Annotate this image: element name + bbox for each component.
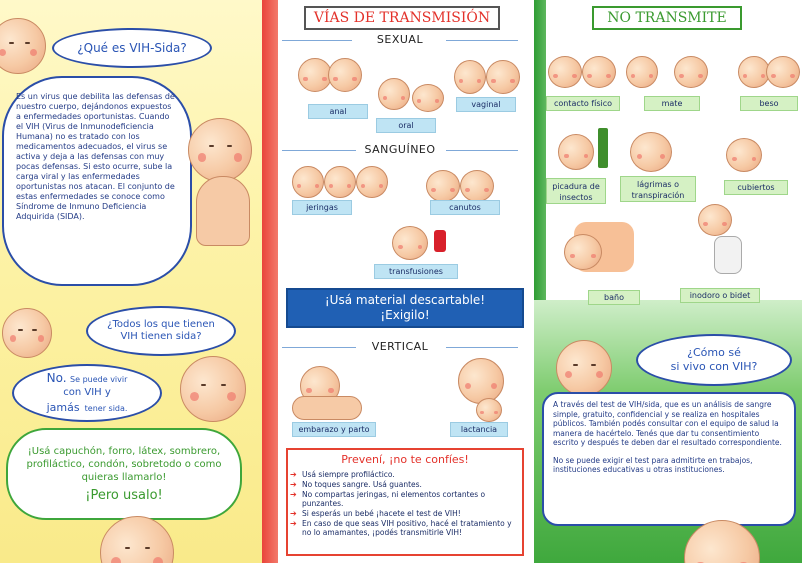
no-transmit-title-text: NO TRANSMITE — [607, 10, 727, 26]
tag-oral: oral — [376, 118, 436, 133]
section-vertical: VERTICAL — [371, 340, 429, 353]
baby-face-icon — [564, 234, 602, 270]
baby-face-icon — [356, 166, 388, 198]
baby-face-icon — [378, 78, 410, 110]
baby-face-icon — [298, 58, 332, 92]
divider — [282, 40, 352, 41]
baby-face-icon — [100, 516, 174, 563]
condom-bubble — [6, 428, 242, 520]
cta-line1: ¡Usá material descartable! — [324, 293, 486, 307]
section-sexual: SEXUAL — [376, 33, 424, 46]
toilet-icon — [714, 236, 742, 274]
baby-face-icon — [180, 356, 246, 422]
prevention-box — [286, 448, 524, 556]
bubble-question-text: ¿Todos los que tienen VIH tienen sida? — [107, 319, 215, 342]
baby-face-icon — [324, 166, 356, 198]
divider — [446, 40, 518, 41]
prevention-item: ➔ No compartas jeringas, ni elementos cortantes o punzantes. — [288, 490, 522, 508]
baby-face-icon — [328, 58, 362, 92]
definition-bubble — [2, 76, 192, 286]
baby-face-icon — [486, 60, 520, 94]
tag-anal: anal — [308, 104, 368, 119]
answer-line1: Se puede vivir — [70, 374, 128, 384]
baby-face-icon — [292, 166, 324, 198]
divider — [282, 150, 356, 151]
tag-canutos: canutos — [430, 200, 500, 215]
bubble-question — [86, 306, 236, 356]
baby-face-icon — [626, 56, 658, 88]
baby-face-icon — [460, 170, 494, 202]
baby-face-icon — [766, 56, 800, 88]
middle-panel — [262, 0, 534, 563]
swatter-icon — [598, 128, 608, 168]
baby-face-icon — [454, 60, 486, 94]
test-info-box — [542, 392, 796, 526]
baby-face-icon — [630, 132, 672, 172]
baby-face-icon — [188, 118, 252, 182]
tag-picadura-text: picadura de insectos — [552, 182, 600, 202]
divider — [446, 150, 518, 151]
tag-beso: beso — [740, 96, 798, 111]
divider — [446, 347, 518, 348]
prevention-item: ➔ Si esperás un bebé ¡hacete el test de VIH! — [288, 509, 522, 518]
baby-face-icon — [726, 138, 762, 172]
baby-face-icon — [476, 398, 502, 422]
tag-picadura — [546, 178, 606, 204]
tag-jeringas: jeringas — [292, 200, 352, 215]
baby-body-icon — [292, 396, 362, 420]
tag-inodoro: inodoro o bidet — [680, 288, 760, 303]
condom-cta: ¡Pero usalo! — [85, 488, 163, 503]
baby-face-icon — [392, 226, 428, 260]
tag-lagrimas — [620, 176, 696, 202]
condom-text: ¡Usá capuchón, forro, látex, sombrero, profiláctico, condón, sobretodo o como quieras llamarlo! — [26, 446, 222, 483]
bubble-how-line2: si vivo con VIH? — [670, 360, 758, 373]
baby-face-icon — [0, 18, 46, 74]
section-sanguineo: SANGUÍNEO — [364, 143, 436, 156]
transmission-title-text: VÍAS DE TRANSMISIÓN — [313, 10, 491, 26]
divider — [282, 347, 356, 348]
baby-face-icon — [2, 308, 52, 358]
bubble-how-line1: ¿Cómo sé — [687, 346, 741, 359]
left-panel — [0, 0, 262, 563]
prevention-item: ➔ No toques sangre. Usá guantes. — [288, 480, 522, 489]
blood-bag-icon — [434, 230, 446, 252]
baby-face-icon — [674, 56, 708, 88]
answer-never: jamás — [46, 400, 80, 414]
bubble-how-know — [636, 334, 792, 386]
cta-material — [286, 288, 524, 328]
tag-bano: baño — [588, 290, 640, 305]
answer-no: No. — [46, 370, 67, 385]
baby-face-icon — [548, 56, 582, 88]
tag-contacto: contacto físico — [546, 96, 620, 111]
answer-line4: tener sida. — [84, 403, 128, 413]
baby-body-icon — [196, 176, 250, 246]
answer-line2: con VIH y — [63, 386, 111, 398]
right-panel — [534, 0, 802, 563]
baby-face-icon — [698, 204, 732, 236]
baby-face-icon — [458, 358, 504, 404]
bubble-what-is-text: ¿Qué es VIH-Sida? — [77, 41, 187, 55]
bubble-what-is — [52, 28, 212, 68]
test-info-p1: A través del test de VIH/sida, que es un análisis de sangre simple, gratuito, confidencial y se realiza en hospitales públicos. También podés consultar con el equipo de salud la manera de hacértelo. Tenés que dar tu consentimiento escrito y después te deben dar el resultado correspondiente. — [553, 400, 782, 447]
tag-transfusiones: transfusiones — [374, 264, 458, 279]
tag-lagrimas-text: lágrimas o transpiración — [631, 180, 685, 200]
prevention-item: ➔ Usá siempre profiláctico. — [288, 470, 522, 479]
tag-embarazo: embarazo y parto — [292, 422, 376, 437]
baby-face-icon — [426, 170, 460, 202]
baby-face-icon — [582, 56, 616, 88]
baby-face-icon — [556, 340, 612, 396]
prevention-title: Prevení, ¡no te confíes! — [341, 453, 469, 466]
test-info-p2: No se puede exigir el test para admitirte en trabajos, instituciones educativas u otras instituciones. — [553, 455, 753, 474]
no-transmit-title — [592, 6, 742, 30]
tag-mate: mate — [644, 96, 700, 111]
tag-vaginal: vaginal — [456, 97, 516, 112]
baby-face-icon — [558, 134, 594, 170]
transmission-title — [304, 6, 500, 30]
baby-face-icon — [412, 84, 444, 112]
definition-text: Es un virus que debilita las defensas de nuestro cuerpo, dejándonos expuestos a enfermedades oportunistas. Cuando el VIH (Virus de Inmunodeficiencia Humana) no es tratado con los medicamentos adecuados, el virus se activa y deja a las defensas con muy pocas defensas. Si esto ocurre, sube la carga viral y las enfermedades oportunistas nos atacan. El conjunto de estas enfermedades se conoce como Síndrome de Inmuno Deficiencia Adquirida (SIDA). — [16, 92, 175, 221]
cta-line2: ¡Exigilo! — [380, 308, 430, 322]
tag-lactancia: lactancia — [450, 422, 508, 437]
bubble-answer — [12, 364, 162, 422]
prevention-item: ➔ En caso de que seas VIH positivo, hacé el tratamiento y no lo amamantes, ¡podés transmitirle VIH! — [288, 519, 522, 537]
tag-cubiertos: cubiertos — [724, 180, 788, 195]
